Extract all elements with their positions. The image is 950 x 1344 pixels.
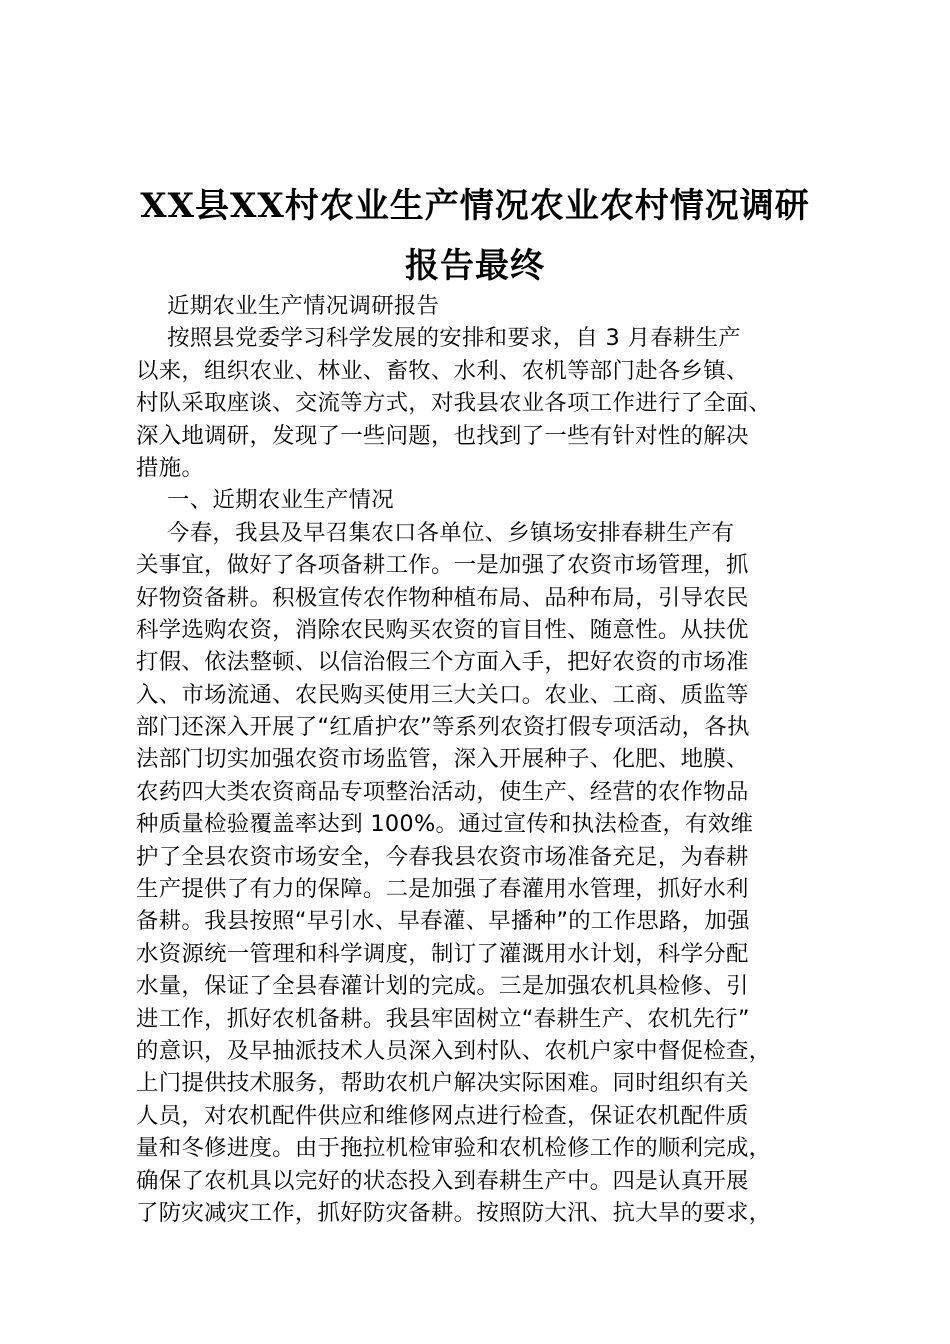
paragraph-line: 以来，组织农业、林业、畜牧、水利、农机等部门赴各乡镇、	[136, 357, 749, 384]
paragraph-line: 好物资备耕。积极宣传农作物种植布局、品种布局，引导农民	[136, 584, 749, 611]
paragraph-line: 村队采取座谈、交流等方式，对我县农业各项工作进行了全面、	[136, 390, 772, 417]
paragraph-line: 量和冬修进度。由于拖拉机检审验和农机检修工作的顺利完成，	[136, 1135, 772, 1162]
paragraph-line: 水资源统一管理和科学调度，制订了灌溉用水计划，科学分配	[136, 940, 749, 967]
paragraph-line: 按照县党委学习科学发展的安排和要求，自 3 月春耕生产	[167, 325, 741, 352]
paragraph-line: 生产提供了有力的保障。二是加强了春灌用水管理，抓好水利	[136, 876, 749, 903]
paragraph-line: 打假、依法整顿、以信治假三个方面入手，把好农资的市场准	[136, 649, 749, 676]
paragraph-line: 了防灾减灾工作，抓好防灾备耕。按照防大汛、抗大旱的要求，	[136, 1199, 772, 1226]
paragraph-line: 确保了农机具以完好的状态投入到春耕生产中。四是认真开展	[136, 1167, 749, 1194]
section-heading: 近期农业生产情况调研报告	[167, 293, 440, 319]
paragraph-line: 深入地调研，发现了一些问题，也找到了一些有针对性的解决	[136, 422, 749, 449]
document-body	[136, 290, 842, 1229]
paragraph-line: 护了全县农资市场安全，今春我县农资市场准备充足，为春耕	[136, 843, 749, 870]
paragraph-line: 部门还深入开展了“红盾护农”等系列农资打假专项活动，各执	[136, 714, 750, 741]
paragraph-line: 的意识，及早抽派技术人员深入到村队、农机户家中督促检查，	[136, 1037, 772, 1064]
paragraph-line: 人员，对农机配件供应和维修网点进行检查，保证农机配件质	[136, 1102, 749, 1129]
paragraph-line: 今春，我县及早召集农口各单位、乡镇场安排春耕生产有	[167, 519, 735, 546]
paragraph-line: 科学选购农资，消除农民购买农资的盲目性、随意性。从扶优	[136, 616, 749, 643]
paragraph-line: 农药四大类农资商品专项整治活动，使生产、经营的农作物品	[136, 778, 749, 805]
paragraph-line: 入、市场流通、农民购买使用三大关口。农业、工商、质监等	[136, 681, 749, 708]
document-title-line-1: XX县XX村农业生产情况农业农村情况调研	[140, 186, 810, 226]
paragraph-line: 上门提供技术服务，帮助农机户解决实际困难。同时组织有关	[136, 1070, 749, 1097]
document-title-line-2: 报告最终	[405, 246, 545, 286]
paragraph-line: 水量，保证了全县春灌计划的完成。三是加强农机具检修、引	[136, 973, 749, 1000]
paragraph-line: 措施。	[136, 454, 205, 481]
paragraph-line: 种质量检验覆盖率达到 100%。通过宣传和执法检查，有效维	[136, 811, 754, 838]
paragraph-line: 法部门切实加强农资市场监管，深入开展种子、化肥、地膜、	[136, 746, 749, 773]
section-heading: 一、近期农业生产情况	[167, 487, 394, 514]
paragraph-line: 进工作，抓好农机备耕。我县牢固树立“春耕生产、农机先行”	[136, 1005, 750, 1032]
paragraph-line: 备耕。我县按照“早引水、早春灌、早播种”的工作思路，加强	[136, 908, 750, 935]
paragraph-line: 关事宜，做好了各项备耕工作。一是加强了农资市场管理，抓	[136, 552, 749, 579]
